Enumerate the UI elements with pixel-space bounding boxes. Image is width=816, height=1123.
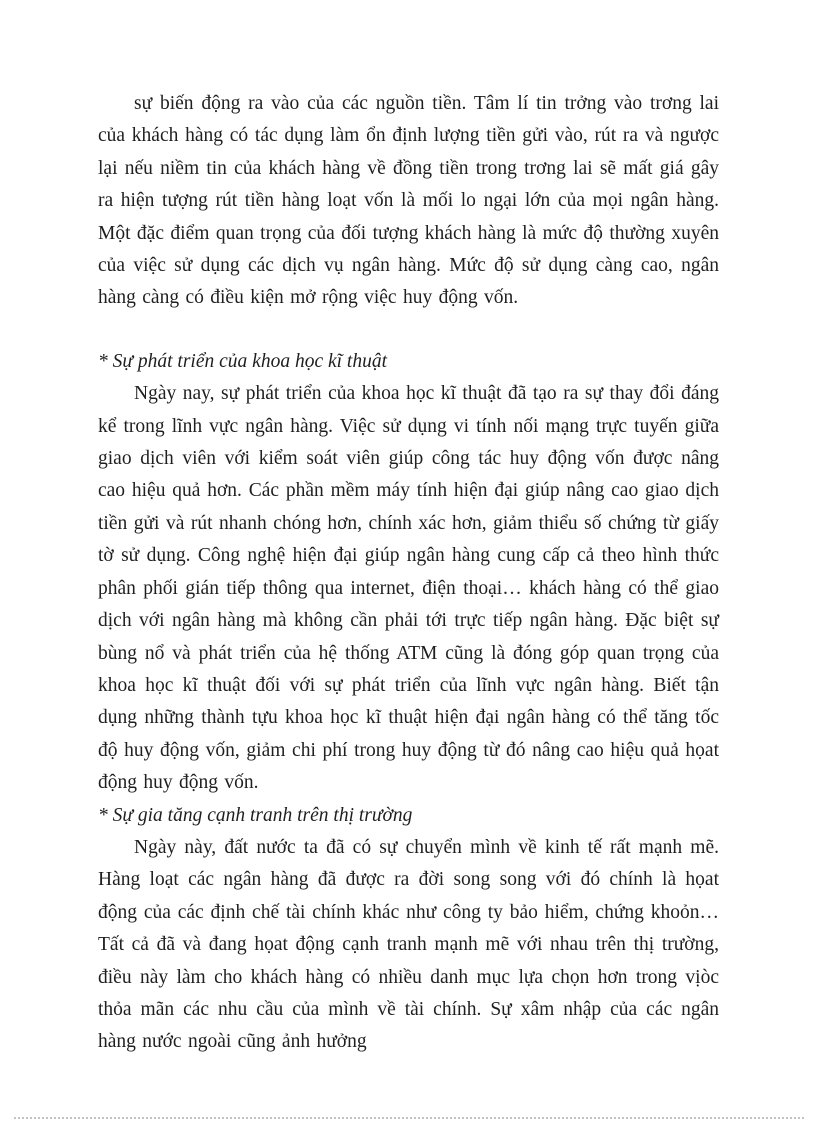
- page-break-dotted-line: [14, 1117, 804, 1119]
- section-heading-market-competition: * Sự gia tăng cạnh tranh trên thị trường: [98, 804, 413, 826]
- paragraph-science-technology: Ngày nay, sự phát triển của khoa học kĩ thuật đã tạo ra sự thay đổi đáng kể trong lĩnh vực ngân hàng. Việc sử dụng vi tính nối mạng trực tuyến giữa giao dịch viên với kiểm soát viên giúp công tác huy động vốn được nâng cao hiệu quả hơn. Các phần mềm máy tính hiện đại giúp nâng cao giao dịch tiền gửi và rút nhanh chóng hơn, chính xác hơn, giảm thiểu số chứng từ giấy tờ sử dụng. Công nghệ hiện đại giúp ngân hàng cung cấp cả theo hình thức phân phối gián tiếp thông qua internet, điện thoại… khách hàng có thể giao dịch với ngân hàng mà không cần phải tới trực tiếp ngân hàng. Đặc biệt sự bùng nổ và phát triển của hệ thống ATM cũng là đóng góp quan trọng của khoa học kĩ thuật đối với sự phát triển của lĩnh vực ngân hàng. Biết tận dụng những thành tựu khoa học kĩ thuật hiện đại ngân hàng có thể tăng tốc độ huy động vốn, giảm chi phí trong huy động từ đó nâng cao hiệu quả họat động huy động vốn.: [98, 383, 719, 794]
- paragraph-customer-psychology: sự biến động ra vào của các nguồn tiền. Tâm lí tin trởng vào trơng lai của khách hàng có tác dụng làm ổn định lượng tiền gửi vào, rút ra và ngược lại nếu niềm tin của khách hàng về đồng tiền trong trơng lai sẽ mất giá gây ra hiện tượng rút tiền hàng loạt vốn là mối lo ngại lớn của mọi ngân hàng. Một đặc điểm quan trọng của đối tượng khách hàng là mức độ thường xuyên của việc sử dụng các dịch vụ ngân hàng. Mức độ sử dụng càng cao, ngân hàng càng có điều kiện mở rộng việc huy động vốn.: [98, 93, 719, 309]
- paragraph-market-competition: Ngày này, đất nước ta đã có sự chuyển mình về kinh tế rất mạnh mẽ. Hàng loạt các ngân hàng đã được ra đời song song với đó chính là họat động của các định chế tài chính khác như công ty bảo hiểm, chứng khoỏn… Tất cả đã và đang họat động cạnh tranh mạnh mẽ với nhau trên thị trường, điều này làm cho khách hàng có nhiều danh mục lựa chọn hơn trong vịòc thỏa mãn các nhu cầu của mình về tài chính. Sự xâm nhập của các ngân hàng nước ngoài cũng ảnh hưởng: [98, 836, 719, 1053]
- text-content: [98, 88, 719, 1059]
- section-heading-science-technology: * Sự phát triển của khoa học kĩ thuật: [98, 350, 388, 372]
